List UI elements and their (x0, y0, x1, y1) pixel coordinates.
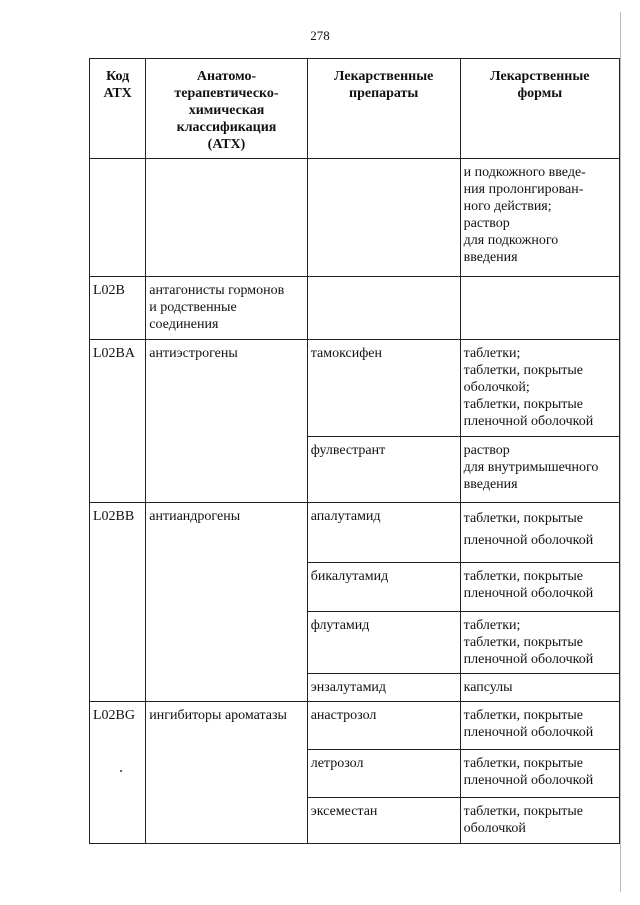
cell-form: таблетки; таблетки, покрытые пленочной оболочкой (460, 612, 619, 674)
cell-drug: тамоксифен (307, 340, 460, 437)
cell-form: таблетки; таблетки, покрытые оболочкой; таблетки, покрытые пленочной оболочкой (460, 340, 619, 437)
cell-drug (307, 277, 460, 340)
cell-classification: антагонисты гормонов и родственные соединения (146, 277, 307, 340)
atc-table (89, 58, 620, 844)
cell-drug: фулвестрант (307, 437, 460, 503)
cell-classification: ингибиторы ароматазы (146, 702, 307, 844)
cell-drug: анастрозол (307, 702, 460, 750)
cell-drug: энзалутамид (307, 674, 460, 702)
cell-drug: бикалутамид (307, 563, 460, 612)
table-row (90, 503, 620, 563)
cell-drug: эксеместан (307, 798, 460, 844)
cell-form: капсулы (460, 674, 619, 702)
cell-form: таблетки, покрытые пленочной оболочкой (460, 503, 619, 563)
table-row (90, 702, 620, 750)
cell-code: L02BG (90, 702, 146, 844)
table-row (90, 159, 620, 277)
page-edge-line (620, 12, 621, 892)
cell-form: раствор для внутримышечного введения (460, 437, 619, 503)
cell-drug (307, 159, 460, 277)
cell-classification: антиандрогены (146, 503, 307, 702)
cell-form: таблетки, покрытые оболочкой (460, 798, 619, 844)
table-row (90, 340, 620, 437)
cell-form: таблетки, покрытые пленочной оболочкой (460, 563, 619, 612)
cell-code: L02BA (90, 340, 146, 503)
cell-drug: флутамид (307, 612, 460, 674)
header-drugs: Лекарственные препараты (307, 59, 460, 159)
cell-drug: апалутамид (307, 503, 460, 563)
page-number: 278 (310, 28, 330, 43)
cell-classification (146, 159, 307, 277)
cell-code (90, 159, 146, 277)
header-code: Код АТХ (90, 59, 146, 159)
table-row (90, 277, 620, 340)
cell-form: таблетки, покрытые пленочной оболочкой (460, 702, 619, 750)
cell-form: таблетки, покрытые пленочной оболочкой (460, 750, 619, 798)
cell-form: и подкожного введе- ния пролонгирован- ного действия; раствор для подкожного введения (460, 159, 619, 277)
header-forms: Лекарственные формы (460, 59, 619, 159)
cell-code: L02B (90, 277, 146, 340)
cell-code: L02BB (90, 503, 146, 702)
cell-form (460, 277, 619, 340)
table-header-row (90, 59, 620, 159)
cell-drug: летрозол (307, 750, 460, 798)
cell-classification: антиэстрогены (146, 340, 307, 503)
header-classification: Анатомо- терапевтическо- химическая классификация (АТХ) (146, 59, 307, 159)
